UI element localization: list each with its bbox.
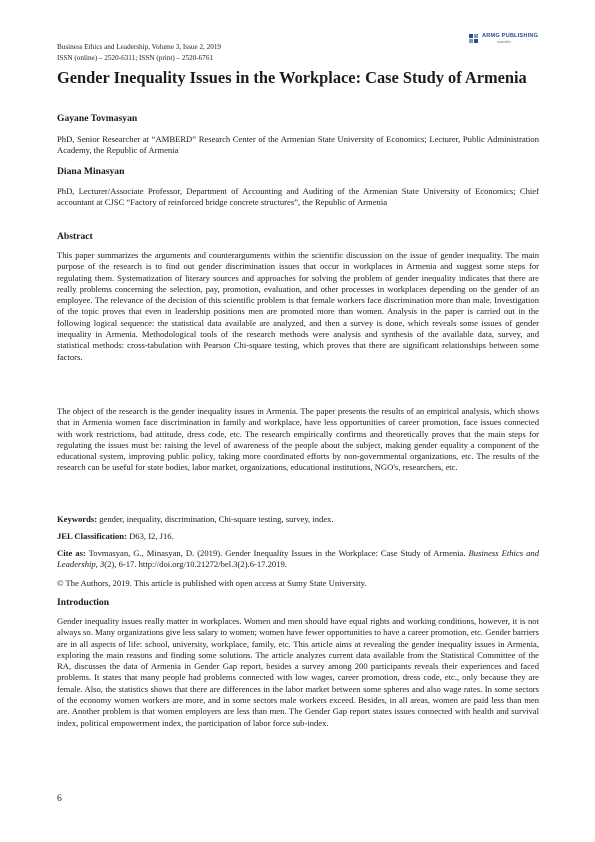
author-name-2: Diana Minasyan (57, 166, 125, 177)
cite-comma: , (95, 559, 100, 570)
publisher-logo (469, 33, 539, 47)
issn-line: ISSN (online) – 2520-6311; ISSN (print) – 2520-6761 (57, 54, 214, 62)
copyright-notice: © The Authors, 2019. This article is published with open access at Sumy State University. (57, 578, 367, 588)
logo-name: ARMG PUBLISHING (482, 33, 539, 39)
introduction-heading: Introduction (57, 597, 110, 608)
cite-volume: 3 (99, 559, 105, 570)
cite-label: Cite as: (57, 548, 86, 558)
paper-title: Gender Inequality Issues in the Workplace: Case Study of Armenia (57, 68, 527, 87)
page-number: 6 (57, 793, 62, 804)
logo-sub: scientific (497, 40, 511, 44)
author-name-1: Gayane Tovmasyan (57, 113, 138, 124)
keywords-text: gender, inequality, discrimination, Chi-square testing, survey, index. (97, 514, 334, 524)
introduction-paragraph: Gender inequality issues really matter in workplaces. Women and men should have equal rights and working conditions, however, it is not always so. Many organizations give less salary to women; women have fewer opportunities to have a career promotion, etc. Gender barriers are in all aspects of life: school, university, workplace, family, etc. This article aims at revealing the gender inequality issues in Armenia, exploring the main reasons and finding some solutions. The article analyzes current data available from the Statistical Committee of the RA, discusses the data of Armenia in Gender Gap report, besides a survey among 200 participants reveals their experiences and faced problems. It states that many people had problems connected with low wages, career promotion, dress code, etc., only because they are female. Also, the statistics shows that there are differences in the labor market between some spheres and also wage rates. In some sectors of the economy women workers are more, and in some sectors male workers exceed. Besides, in all areas, women are paid less than men are. Another problem is that women employers are less than men. The Gender Gap report states issues connected with health and survival index, political empowerment index, the participation of labor force sub-index. (57, 616, 539, 728)
journal-line: Business Ethics and Leadership, Volume 3, Issue 2, 2019 (57, 43, 222, 51)
abstract-paragraph-1: This paper summarizes the arguments and counterarguments within the scientific discussion on the issue of gender inequality. The main purpose of the research is to find out gender discrimination issues that occur in workplaces in Armenia and suggest some steps for regulating them. Systematization of literary sources and approaches for solving the problem of gender inequality indicates that there are really problems concerning the selection, pay, promotion, evaluation, and other processes in workplaces depending on the gender of an employee. The relevance of the decision of this scientific problem is that female workers face discrimination more than male. Investigation of the topic proves that even in leadership positions men are promoted more than women. Analysis in the paper is carried out in the following logical sequence: the statistical data available are analyzed, and then a survey is done, which reveals some issues of gender inequality in Armenia. Methodological tools of the research methods were analysis and synthesis of the available data, survey, and statistical methods: cross-tabulation with Pearson Chi-square testing, which proves that there are significant relationships between some factors. (57, 250, 539, 362)
jel-line (57, 531, 539, 542)
logo-mark-icon (469, 34, 479, 44)
abstract-heading: Abstract (57, 231, 93, 242)
citation (57, 548, 539, 571)
cite-text: Tovmasyan, G., Minasyan, D. (2019). Gender Inequality Issues in the Workplace: Case Study of Armenia. (85, 548, 469, 558)
jel-text: D63, I2, J16. (126, 531, 174, 541)
author-affiliation-1: PhD, Senior Researcher at “AMBERD” Research Center of the Armenian State University of Economics; Lecturer, Public Administration Academy, the Republic of Armenia (57, 134, 539, 156)
keywords-label: Keywords: (57, 514, 98, 524)
author-affiliation-2: PhD, Lecturer/Associate Professor, Department of Accounting and Auditing of the Armenian State University of Economics; Chief accountant at CJSC “Factory of reinforced bridge concrete structures”, the Republic of Armenia (57, 186, 539, 208)
keywords-line (57, 514, 539, 525)
jel-label: JEL Classification: (57, 531, 127, 541)
cite-journal: Business Ethics and Leadership (57, 548, 539, 570)
running-header (57, 42, 221, 64)
cite-rest: (2), 6-17. http://doi.org/10.21272/bel.3(2).6-17.2019. (104, 559, 287, 570)
abstract-paragraph-2: The object of the research is the gender inequality issues in Armenia. The paper presents the results of an empirical analysis, which shows that in Armenia women face discrimination in family and workplace, have less opportunities of career promotion, face issues connected with work restrictions, bad attitude, dress code, etc. The research empirically confirms and theoretically proves that the main steps for regulating the issues must be: raising the level of awareness of the people about the subject, making gender equality a component of the educational system, improving public policy, taking more coordinated efforts by non-governmental organizations, etc. The results of the research can be useful for state bodies, labor market, organizations, educational institutions, NGO's, researchers, etc. (57, 406, 539, 473)
